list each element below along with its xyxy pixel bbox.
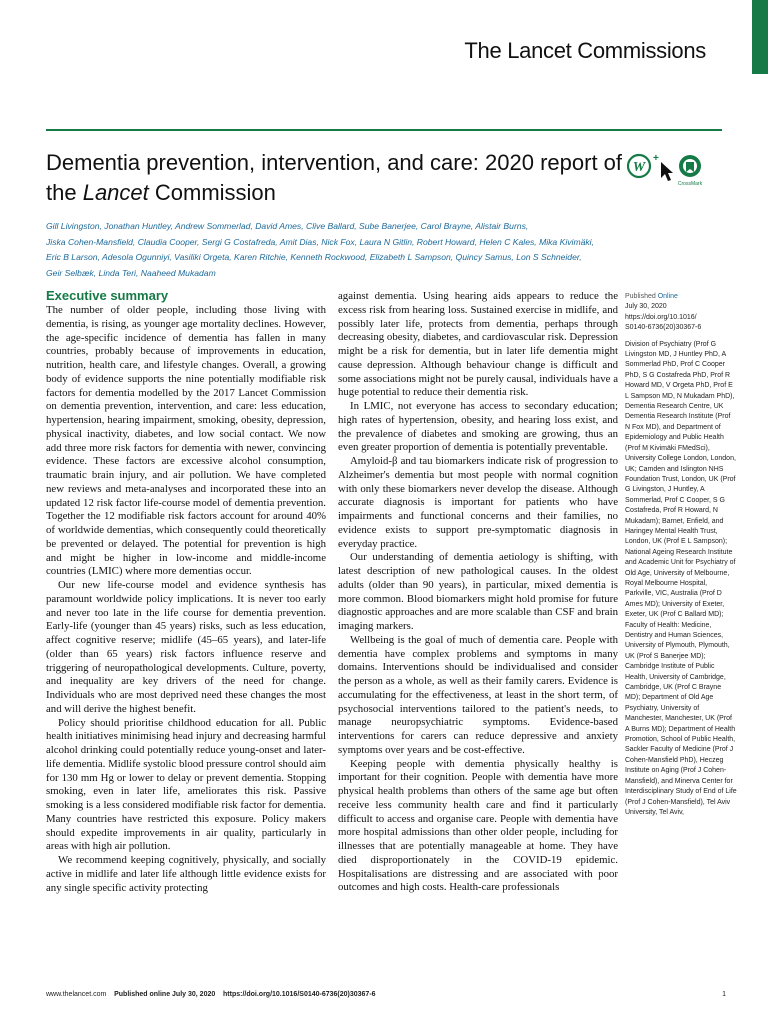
summary-paragraph: Our new life-course model and evidence synthesis has paramount worldwide policy implications. It is never too early and never too late in the life course for dementia prevention. Early-life (younger than 45 years) risks, such as less education, affect cognitive reserve; midlife (45–65 years), and later-life (older than 65 years) risk factors influence reserve and triggering of neuropathological developments. Culture, poverty, and inequality are key drivers of the need for change. Individuals who are most deprived need these changes the most and will derive the highest benefit. — [46, 579, 326, 715]
crossmark-label: CrossMark — [677, 181, 703, 187]
title-part2: Commission — [148, 180, 276, 205]
lancet-w-icon[interactable] — [628, 153, 659, 177]
title-italic: Lancet — [82, 180, 149, 205]
summary-column-2 — [338, 290, 618, 895]
author-line: Gill Livingston, Jonathan Huntley, Andrew Sommerlad, David Ames, Clive Ballard, Sube Banerjee, Carol Brayne, Alistair Burns, — [46, 221, 529, 231]
summary-column-1 — [46, 288, 326, 895]
doi-link[interactable] — [625, 313, 737, 334]
article-title — [46, 148, 626, 208]
section-header: The Lancet Commissions — [464, 38, 706, 63]
footer-published: Published online July 30, 2020 — [114, 991, 216, 998]
page-number: 1 — [722, 991, 726, 998]
section-color-tab — [752, 0, 768, 74]
summary-paragraph: Policy should prioritise childhood education for all. Public health initiatives minimising head injury and decreasing harmful alcohol drinking could potentially reduce young-onset and later-life dementia. Midlife systolic blood pressure control should aim for 130 mm Hg or lower to delay or prevent dementia. Stopping smoking, even in later life, ameliorates this risk. Passive smoking is a less considered modifiable risk factor for dementia. Many countries have restricted this exposure. Policy makers should expedite improvements in air quality, particularly in areas with high air pollution. — [46, 716, 326, 853]
executive-summary-heading: Executive summary — [46, 288, 169, 303]
author-line: Eric B Larson, Adesola Ogunniyi, Vasiliki Orgeta, Karen Ritchie, Kenneth Rockwood, Elizabeth L Sampson, Quincy Samus, Lon S Schneider, — [46, 252, 582, 263]
sidebar — [625, 292, 737, 818]
author-line: Jiska Cohen-Mansfield, Claudia Cooper, Sergi G Costafreda, Amit Dias, Nick Fox, Laura N Gitlin, Robert Howard, Helen C Kales, Mika Kivimäki, — [46, 236, 594, 247]
summary-paragraph: Wellbeing is the goal of much of dementia care. People with dementia have complex problems and symptoms in many domains. Interventions should be individualised and consider the person as a whole, as well as their family carers. Evidence is accumulating for the effectiveness, at least in the short term, of psychosocial interventions tailored to the patient's needs, to manage neuropsychiatric symptoms. Evidence-based interventions for carers can reduce depressive and anxiety symptoms over years and be cost-effective. — [338, 633, 618, 756]
published-label: Published — [625, 293, 656, 300]
header-rule — [46, 129, 722, 131]
summary-paragraph: Our understanding of dementia aetiology is shifting, with latest description of new pathological causes. In the oldest adults (older than 90 years), in particular, mixed dementia is more common. Blood biomarkers might hold promise for future diagnostic approaches and are more scalable than CSF and brain imaging markers. — [338, 551, 618, 632]
published-info — [625, 292, 737, 302]
affiliations: Division of Psychiatry (Prof G Livingston MD, J Huntley PhD, A Sommerlad PhD, Prof C Cooper PhD, S G Costafreda PhD, Prof R Howard MD, V Orgeta PhD, Prof E L Sampson MD, N Mukadam PhD), Dementia Research Centre, UK Dementia Research Institute (Prof N Fox MD), and Department of Epidemiology and Public Health (Prof M Kivimäki FMedSci), University College London, London, UK; Camden and Islington NHS Foundation Trust, London, UK (Prof G Livingston, J Huntley, A Sommerlad, Prof C Cooper, S G Costafreda, Prof R Howard, N Mukadam); Barnet, Enfield, and Haringey Mental Health Trust, London, UK (Prof E L Sampson); National Ageing Research Institute and Academic Unit for Psychiatry of Old Age, University of Melbourne, Royal Melbourne Hospital, Parkville, VIC, Australia (Prof D Ames MD); University of Exeter, Exeter, UK (Prof C Ballard MD); Faculty of Health: Medicine, Dentistry and Human Sciences, University of Plymouth, Plymouth, UK (Prof S Banerjee MD); Cambridge Institute of Public Health, University of Cambridge, Cambridge, UK (Prof C Brayne MD); Department of Old Age Psychiatry, University of Manchester, Manchester, UK (Prof A Burns MD); Department of Health Promotion, School of Public Health, Sackler Faculty of Medicine (Prof J Cohen-Mansfield PhD), Heczeg Institute on Aging (Prof J Cohen-Mansfield), and Minerva Center for Interdisciplinary Study of End of Life (Prof J Cohen-Mansfield), Tel Aviv University, Tel Aviv, — [625, 340, 737, 816]
footer-site[interactable]: www.thelancet.com — [46, 991, 107, 998]
doi-line: https://doi.org/10.1016/ — [625, 313, 697, 321]
doi-line: S0140-6736(20)30367-6 — [625, 324, 702, 332]
footer-doi[interactable]: https://doi.org/10.1016/S0140-6736(20)30367-6 — [223, 991, 376, 998]
page-footer — [46, 991, 726, 998]
summary-paragraph: Amyloid-β and tau biomarkers indicate risk of progression to Alzheimer's dementia but most people with normal cognition with only these biomarkers never develop the disease. Although accurate diagnosis is important for patients who have impairments and functional concerns and their families, no evidence exists to support pre-symptomatic diagnosis in everyday practice. — [338, 455, 618, 550]
svg-text:W: W — [632, 160, 646, 175]
title-part1: Dementia prevention, intervention, and care: 2020 report of the — [46, 150, 623, 205]
published-date: July 30, 2020 — [625, 303, 667, 311]
summary-paragraph: We recommend keeping cognitively, physically, and socially active in midlife and later life although little evidence exists for any single specific activity protecting — [46, 854, 326, 894]
author-line: Geir Selbæk, Linda Teri, Naaheed Mukadam — [46, 267, 216, 278]
summary-paragraph: Keeping people with dementia physically healthy is important for their cognition. People with dementia have more physical health problems than others of the same age but often receive less community health care and find it particularly difficult to access and organise care. People with dementia have more hospital admissions than other older people, including for illnesses that are potentially manageable at home. They have died disproportionately in the COVID-19 epidemic. Hospitalisations are distressing and are associated with poor outcomes and high costs. Health-care professionals — [338, 757, 618, 894]
summary-paragraph: against dementia. Using hearing aids appears to reduce the excess risk from hearing loss. Sustained exercise in midlife, and possibly later life, protects from dementia, perhaps through decreasing obesity, diabetes, and cardiovascular risk. Depression might be a risk for dementia, but in later life dementia might cause depression. Although behaviour change is difficult and some associations might not be purely causal, individuals have a huge potential to reduce their dementia risk. — [338, 290, 618, 399]
summary-paragraph: The number of older people, including those living with dementia, is rising, as younger age mortality declines. However, the age-specific incidence of dementia has fallen in many countries, probably because of improvements in education, nutrition, health care, and lifestyle changes. Overall, a growing body of evidence supports the nine potentially modifiable risk factors for dementia modelled by the 2017 Lancet Commission on dementia prevention, intervention, and care: less education, hypertension, hearing impairment, smoking, obesity, depression, physical inactivity, diabetes, and low social contact. We now add three more risk factors for dementia with newer, convincing evidence. These factors are excessive alcohol consumption, traumatic brain injury, and air pollution. We have completed new reviews and meta-analyses and incorporated these into an updated 12 risk factor life-course model of dementia prevention. Together the 12 modifiable risk factors account for around 40% of worldwide dementias, which consequently could theoretically be prevented or delayed. The potential for prevention is high and might be higher in low-income and middle-income countries (LMIC) where more dementias occur. — [46, 304, 326, 578]
cursor-icon — [661, 162, 673, 181]
summary-paragraph: In LMIC, not everyone has access to secondary education; high rates of hypertension, obesity, and hearing loss exist, and the prevalence of diabetes and smoking are growing, thus an even greater proportion of dementia is potentially preventable. — [338, 400, 618, 454]
svg-text:+: + — [653, 153, 659, 164]
crossmark-icon[interactable] — [679, 155, 701, 177]
author-list — [46, 219, 636, 281]
published-online: Online — [657, 293, 678, 300]
badges — [626, 152, 706, 188]
